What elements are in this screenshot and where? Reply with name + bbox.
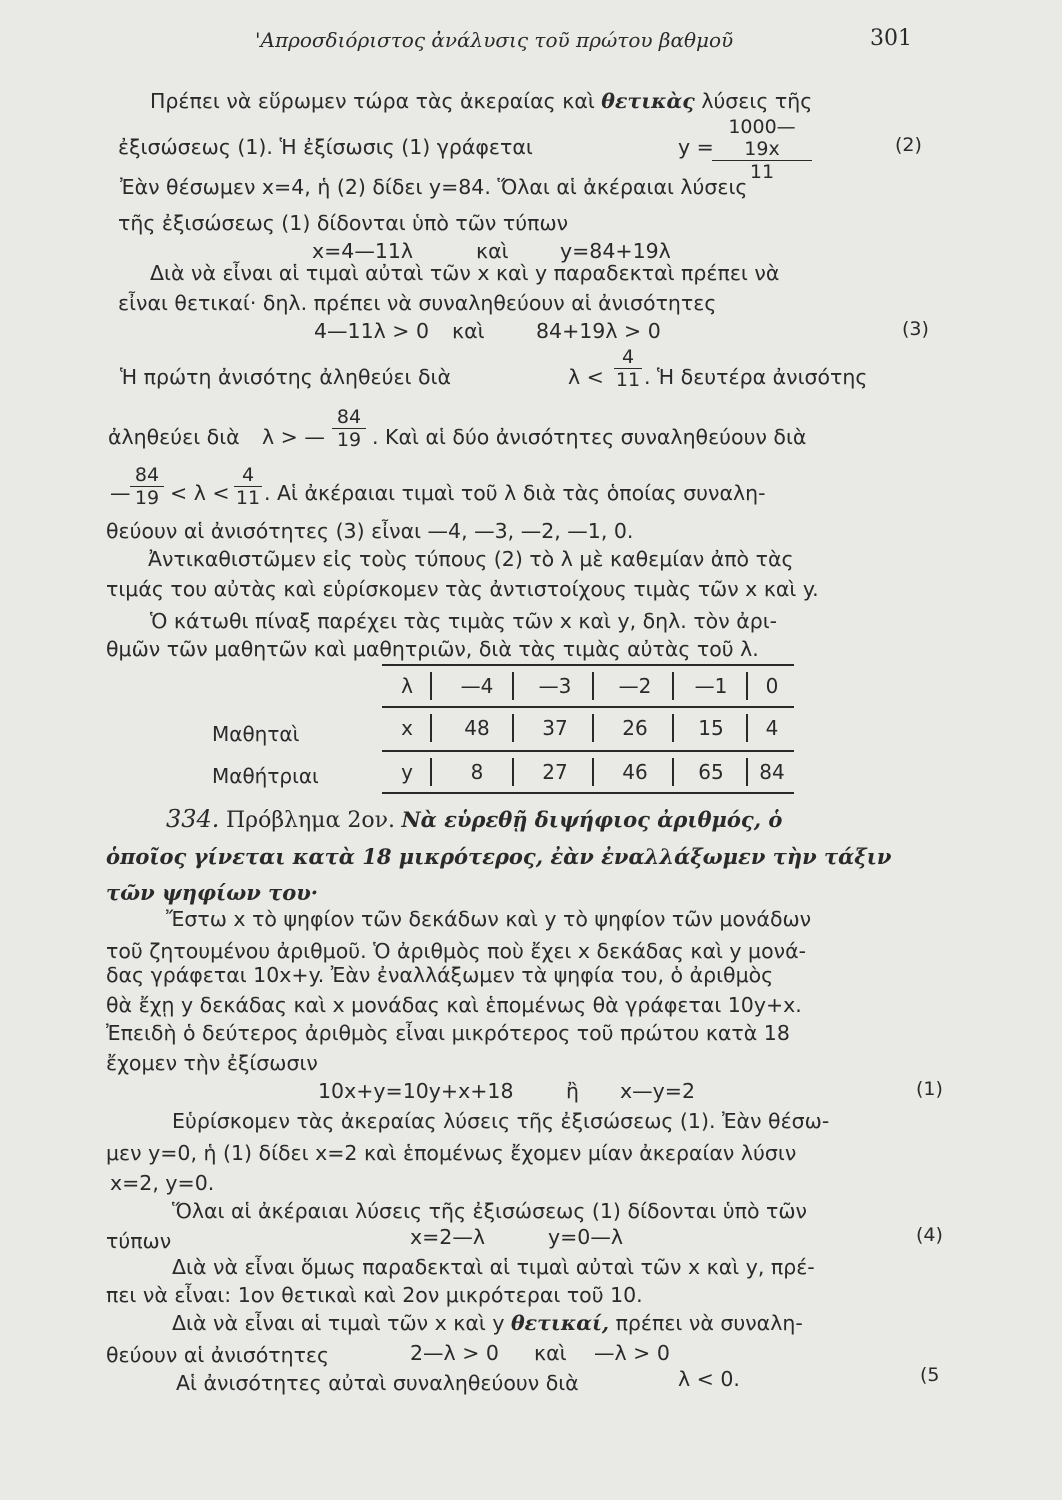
text-line: εἶναι θετικαί· δηλ. πρέπει νὰ συναληθεύουν αἱ ἀνισότητες [118,291,717,315]
table-cell: x [401,716,413,740]
text-line: ἐξισώσεως (1). Ἡ ἐξίσωσις (1) γράφεται [118,135,533,159]
text-line: Ἔστω x τὸ ψηφίον τῶν δεκάδων καὶ y τὸ ψηφίον τῶν μονάδων [166,907,812,931]
table-divider [592,672,594,700]
problem-statement: τῶν ψηφίων του· [106,880,319,905]
denominator: 19 [336,429,362,451]
equation-number: (5 [920,1364,940,1386]
text-line: τῆς ἐξισώσεως (1) δίδονται ὑπὸ τῶν τύπων [118,211,569,235]
table-divider [672,758,674,786]
fraction [614,346,642,391]
text-line: τύπων [106,1229,172,1253]
equation-number: (4) [916,1224,943,1246]
table-divider [672,672,674,700]
table-cell: —1 [694,674,728,698]
table-divider [592,758,594,786]
problem-heading [166,804,782,836]
table-row [382,750,794,794]
inequality: 2—λ > 0 [410,1341,499,1365]
table-divider [512,672,514,700]
fraction [712,116,812,183]
table-cell: 0 [765,674,779,698]
table-cell: 37 [542,716,568,740]
text-line: Ὁ κάτωθι πίναξ παρέχει τὰς τιμὰς τῶν x καὶ y, δηλ. τὸν ἀρι- [150,609,778,633]
table-cell: 8 [470,760,484,784]
text-line: τοῦ ζητουμένου ἀριθμοῦ. Ὁ ἀριθμὸς ποὺ ἔχει x δεκάδας καὶ y μονά- [106,939,807,963]
text-line: τιμάς του αὐτὰς καὶ εὑρίσκομεν τὰς ἀντιστοίχους τιμὰς τῶν x καὶ y. [106,577,819,601]
problem-number: 334. [166,805,220,833]
emphasis: θετικὰς [601,89,695,113]
formula-connector: καὶ [534,1341,567,1365]
text-span: Πρέπει νὰ εὕρωμεν τώρα τὰς ἀκεραίας καὶ [150,89,595,113]
table-cell: —3 [538,674,572,698]
formula: x=4—11λ [312,239,414,263]
inequality: λ < [568,365,604,389]
numerator: 1000—19x [712,116,812,161]
text-span: λύσεις τῆς [701,89,813,113]
equation: x—y=2 [620,1079,695,1103]
problem-title: Πρόβλημα 2ον. [225,808,395,833]
text-line: . Αἱ ἀκέραιαι τιμαὶ τοῦ λ διὰ τὰς ὁποίας συναλη- [264,481,766,505]
formula: x=2—λ [410,1225,485,1249]
row-label-students-female: Μαθήτριαι [212,764,319,788]
text-line: Ἐὰν θέσωμεν x=4, ἡ (2) δίδει y=84. Ὅλαι αἱ ἀκέραιαι λύσεις [120,175,748,199]
table-cell: 46 [622,760,648,784]
fraction [130,464,164,509]
text-line: Ἡ πρώτη ἀνισότης ἀληθεύει διὰ [120,365,451,389]
table-divider [592,714,594,742]
table-cell: y [401,760,413,784]
problem-statement: ὁποῖος γίνεται κατὰ 18 μικρότερος, ἐὰν ἐναλλάξωμεν τὴν τάξιν [106,844,892,869]
table-row [382,706,794,750]
text-span: πρέπει νὰ συναλη- [615,1311,803,1335]
numerator: 84 [332,406,366,429]
problem-statement: Νὰ εὑρεθῇ διψήφιος ἀριθμός, ὁ [401,807,783,832]
fraction [332,406,366,451]
denominator: 19 [134,487,160,509]
equation-number: (2) [895,134,922,156]
emphasis: θετικαί, [511,1311,610,1335]
table-cell: 84 [759,760,785,784]
table-row [382,664,794,708]
fraction [234,464,262,509]
text-line: μεν y=0, ἡ (1) δίδει x=2 καὶ ἑπομένως ἔχομεν μίαν ἀκεραίαν λύσιν [106,1141,797,1165]
text-line: . Ἡ δευτέρα ἀνισότης [644,365,868,389]
text-line: δας γράφεται 10x+y. Ἐὰν ἐναλλάξωμεν τὰ ψηφία του, ὁ ἀριθμὸς [106,963,774,987]
text-line: Ὅλαι αἱ ἀκέραιαι λύσεις τῆς ἐξισώσεως (1) δίδονται ὑπὸ τῶν [172,1199,807,1223]
text-line: θεύουν αἱ ἀνισότητες [106,1343,330,1367]
table-divider [430,758,432,786]
formula: — [110,481,131,505]
equation: 10x+y=10y+x+18 [318,1079,514,1103]
text-line: . Καὶ αἱ δύο ἀνισότητες συναληθεύουν διὰ [372,425,807,449]
table-cell: 15 [698,716,724,740]
table-divider [512,758,514,786]
numerator: 84 [130,464,164,487]
text-line: θὰ ἔχῃ y δεκάδας καὶ x μονάδας καὶ ἑπομένως θὰ γράφεται 10y+x. [106,993,802,1017]
text-line: ἀληθεύει διὰ [108,425,240,449]
text-line: Ἐπειδὴ ὁ δεύτερος ἀριθμὸς εἶναι μικρότερος τοῦ πρώτου κατὰ 18 [106,1021,790,1045]
table-divider [512,714,514,742]
text-line: Διὰ νὰ εἶναι ὅμως παραδεκταὶ αἱ τιμαὶ αὐταὶ τῶν x καὶ y, πρέ- [172,1255,815,1279]
text-line [172,1310,803,1336]
text-line: Εὑρίσκομεν τὰς ἀκεραίας λύσεις τῆς ἐξισώσεως (1). Ἐὰν θέσω- [172,1109,830,1133]
equation-lhs: y = [678,135,714,159]
inequality: 84+19λ > 0 [536,319,661,343]
numerator: 4 [234,464,262,487]
text-span: Διὰ νὰ εἶναι αἱ τιμαὶ τῶν x καὶ y [172,1311,505,1335]
formula-connector: καὶ [452,319,485,343]
row-label-students-male: Μαθηταὶ [212,722,300,746]
numerator: 4 [614,346,642,369]
table-divider [430,714,432,742]
denominator: 11 [749,161,775,183]
table-cell: λ [401,674,413,698]
denominator: 11 [615,369,641,391]
table-divider [746,758,748,786]
inequality: 4—11λ > 0 [314,319,430,343]
page-number: 301 [870,26,912,51]
table-divider [430,672,432,700]
text-line: Αἱ ἀνισότητες αὐταὶ συναληθεύουν διὰ [176,1371,579,1395]
inequality: λ > — [262,425,325,449]
table-cell: 65 [698,760,724,784]
table-cell: 48 [464,716,490,740]
formula-connector: καὶ [476,239,509,263]
inequality: < λ < [170,481,230,505]
denominator: 11 [235,487,261,509]
table-cell: —4 [460,674,494,698]
text-line: θμῶν τῶν μαθητῶν καὶ μαθητριῶν, διὰ τὰς τιμὰς αὐτὰς τοῦ λ. [106,637,759,661]
table-divider [672,714,674,742]
table-cell: 27 [542,760,568,784]
equation-number: (1) [916,1078,943,1100]
formula: y=0—λ [548,1225,623,1249]
text-line: πει νὰ εἶναι: 1ον θετικαὶ καὶ 2ον μικρότεραι τοῦ 10. [106,1283,643,1307]
text-line [150,88,812,114]
text-line: θεύουν αἱ ἀνισότητες (3) εἶναι —4, —3, —2, —1, 0. [106,519,634,543]
text-line: Ἀντικαθιστῶμεν εἰς τοὺς τύπους (2) τὸ λ μὲ καθεμίαν ἀπὸ τὰς [148,547,794,571]
table-cell: 4 [765,716,779,740]
running-header: 'Απροσδιόριστος ἀνάλυσις τοῦ πρώτου βαθμοῦ [255,28,734,52]
text-line: Διὰ νὰ εἶναι αἱ τιμαὶ αὐταὶ τῶν x καὶ y παραδεκταὶ πρέπει νὰ [150,261,780,285]
inequality: —λ > 0 [594,1341,670,1365]
table-divider [746,714,748,742]
table-divider [746,672,748,700]
inequality: λ < 0. [678,1367,740,1391]
formula-connector: ἢ [566,1079,579,1103]
text-line: x=2, y=0. [110,1171,215,1195]
formula: y=84+19λ [560,239,671,263]
text-line: ἔχομεν τὴν ἐξίσωσιν [106,1051,318,1075]
equation-number: (3) [902,318,929,340]
table-cell: 26 [622,716,648,740]
table-cell: —2 [618,674,652,698]
